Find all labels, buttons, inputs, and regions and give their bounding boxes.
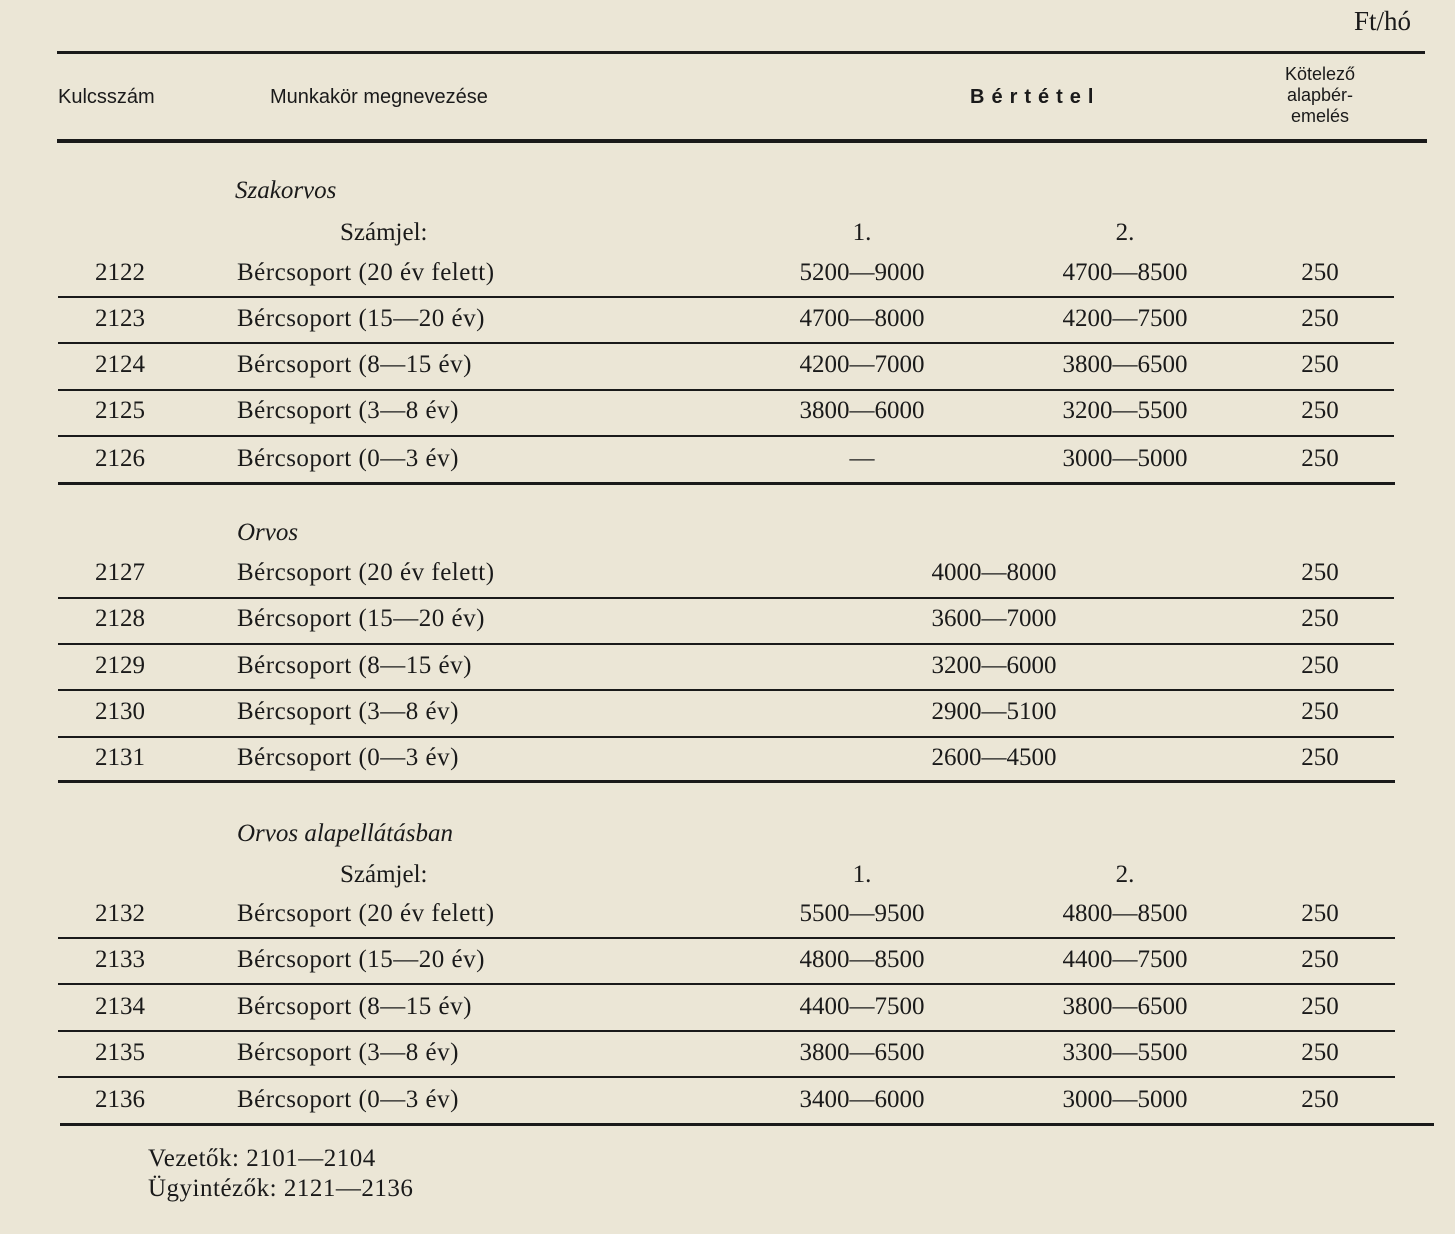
row-code: 2127 bbox=[95, 559, 145, 586]
row-rule bbox=[58, 643, 1394, 645]
row-raise: 250 bbox=[1301, 946, 1339, 973]
row-col2: 4700—8500 bbox=[1062, 259, 1188, 286]
header-salary: Bértétel bbox=[970, 86, 1101, 108]
row-code: 2130 bbox=[95, 698, 145, 725]
row-raise: 250 bbox=[1301, 744, 1339, 771]
row-col1: 3800—6000 bbox=[799, 397, 925, 424]
row-code: 2129 bbox=[95, 652, 145, 679]
row-code: 2135 bbox=[95, 1039, 145, 1066]
row-raise: 250 bbox=[1301, 445, 1339, 472]
section-rule bbox=[58, 482, 1395, 485]
row-name: Bércsoport (8—15 év) bbox=[237, 351, 472, 378]
row-col1: 3800—6500 bbox=[799, 1039, 925, 1066]
header-bottom-rule bbox=[57, 139, 1427, 143]
row-raise: 250 bbox=[1301, 1086, 1339, 1113]
row-name: Bércsoport (20 év felett) bbox=[237, 559, 495, 586]
row-range: 2600—4500 bbox=[931, 744, 1057, 771]
row-col1: 4700—8000 bbox=[799, 305, 925, 332]
row-col1: — bbox=[849, 445, 875, 472]
row-rule bbox=[58, 736, 1394, 738]
subheader-label: Számjel: bbox=[340, 861, 428, 888]
row-range: 4000—8000 bbox=[931, 559, 1057, 586]
row-col2: 3300—5500 bbox=[1062, 1039, 1188, 1066]
header-raise-line: Kötelező bbox=[1284, 64, 1356, 84]
footer-line-clerks: Ügyintézők: 2121—2136 bbox=[148, 1175, 414, 1202]
row-col1: 4400—7500 bbox=[799, 993, 925, 1020]
row-code: 2136 bbox=[95, 1086, 145, 1113]
section-title: Orvos alapellátásban bbox=[237, 820, 453, 847]
row-code: 2133 bbox=[95, 946, 145, 973]
row-code: 2132 bbox=[95, 900, 145, 927]
row-name: Bércsoport (20 év felett) bbox=[237, 900, 495, 927]
row-raise: 250 bbox=[1301, 605, 1339, 632]
row-col2: 4200—7500 bbox=[1062, 305, 1188, 332]
row-col2: 4400—7500 bbox=[1062, 946, 1188, 973]
row-range: 3600—7000 bbox=[931, 605, 1057, 632]
header-raise bbox=[1255, 64, 1385, 127]
row-raise: 250 bbox=[1301, 259, 1339, 286]
row-range: 2900—5100 bbox=[931, 698, 1057, 725]
row-name: Bércsoport (0—3 év) bbox=[237, 744, 459, 771]
row-rule bbox=[58, 597, 1394, 599]
row-raise: 250 bbox=[1301, 397, 1339, 424]
row-name: Bércsoport (8—15 év) bbox=[237, 993, 472, 1020]
row-name: Bércsoport (15—20 év) bbox=[237, 946, 485, 973]
row-col1: 4800—8500 bbox=[799, 946, 925, 973]
subheader-col2: 2. bbox=[1115, 219, 1135, 246]
row-name: Bércsoport (20 év felett) bbox=[237, 259, 495, 286]
unit-label: Ft/hó bbox=[1354, 6, 1412, 36]
row-range: 3200—6000 bbox=[931, 652, 1057, 679]
row-name: Bércsoport (8—15 év) bbox=[237, 652, 472, 679]
row-name: Bércsoport (0—3 év) bbox=[237, 1086, 459, 1113]
row-rule bbox=[58, 689, 1394, 691]
row-name: Bércsoport (15—20 év) bbox=[237, 305, 485, 332]
footer-line-managers: Vezetők: 2101—2104 bbox=[148, 1145, 376, 1172]
row-code: 2128 bbox=[95, 605, 145, 632]
row-raise: 250 bbox=[1301, 559, 1339, 586]
row-col1: 5500—9500 bbox=[799, 900, 925, 927]
row-rule bbox=[58, 937, 1395, 939]
row-code: 2123 bbox=[95, 305, 145, 332]
section-rule bbox=[58, 780, 1395, 783]
row-col2: 4800—8500 bbox=[1062, 900, 1188, 927]
header-raise-line: alapbér- bbox=[1286, 85, 1354, 105]
section-title: Orvos bbox=[237, 519, 299, 546]
row-rule bbox=[58, 296, 1394, 298]
header-code: Kulcsszám bbox=[58, 86, 155, 108]
row-raise: 250 bbox=[1301, 351, 1339, 378]
row-col2: 3000—5000 bbox=[1062, 445, 1188, 472]
row-raise: 250 bbox=[1301, 698, 1339, 725]
row-rule bbox=[58, 389, 1394, 391]
row-code: 2122 bbox=[95, 259, 145, 286]
subheader-col2: 2. bbox=[1115, 861, 1135, 888]
row-raise: 250 bbox=[1301, 652, 1339, 679]
row-rule bbox=[58, 1030, 1395, 1032]
row-rule bbox=[58, 342, 1394, 344]
subheader-col1: 1. bbox=[852, 861, 872, 888]
subheader-col1: 1. bbox=[852, 219, 872, 246]
row-col1: 4200—7000 bbox=[799, 351, 925, 378]
row-raise: 250 bbox=[1301, 1039, 1339, 1066]
header-top-rule bbox=[57, 51, 1425, 54]
table-bottom-rule bbox=[60, 1123, 1434, 1126]
row-col2: 3800—6500 bbox=[1062, 993, 1188, 1020]
row-name: Bércsoport (15—20 év) bbox=[237, 605, 485, 632]
row-code: 2131 bbox=[95, 744, 145, 771]
row-code: 2126 bbox=[95, 445, 145, 472]
row-code: 2134 bbox=[95, 993, 145, 1020]
row-col2: 3800—6500 bbox=[1062, 351, 1188, 378]
row-name: Bércsoport (3—8 év) bbox=[237, 698, 459, 725]
row-rule bbox=[58, 435, 1394, 437]
row-col2: 3200—5500 bbox=[1062, 397, 1188, 424]
row-col1: 3400—6000 bbox=[799, 1086, 925, 1113]
row-code: 2125 bbox=[95, 397, 145, 424]
row-raise: 250 bbox=[1301, 900, 1339, 927]
row-rule bbox=[58, 1076, 1395, 1078]
row-code: 2124 bbox=[95, 351, 145, 378]
row-raise: 250 bbox=[1301, 993, 1339, 1020]
section-title: Szakorvos bbox=[235, 177, 337, 204]
row-rule bbox=[58, 983, 1395, 985]
subheader-label: Számjel: bbox=[340, 219, 428, 246]
row-name: Bércsoport (3—8 év) bbox=[237, 1039, 459, 1066]
row-raise: 250 bbox=[1301, 305, 1339, 332]
row-name: Bércsoport (0—3 év) bbox=[237, 445, 459, 472]
header-job-title: Munkakör megnevezése bbox=[270, 86, 488, 108]
row-col1: 5200—9000 bbox=[799, 259, 925, 286]
row-name: Bércsoport (3—8 év) bbox=[237, 397, 459, 424]
row-col2: 3000—5000 bbox=[1062, 1086, 1188, 1113]
header-raise-line: emelés bbox=[1290, 106, 1350, 126]
